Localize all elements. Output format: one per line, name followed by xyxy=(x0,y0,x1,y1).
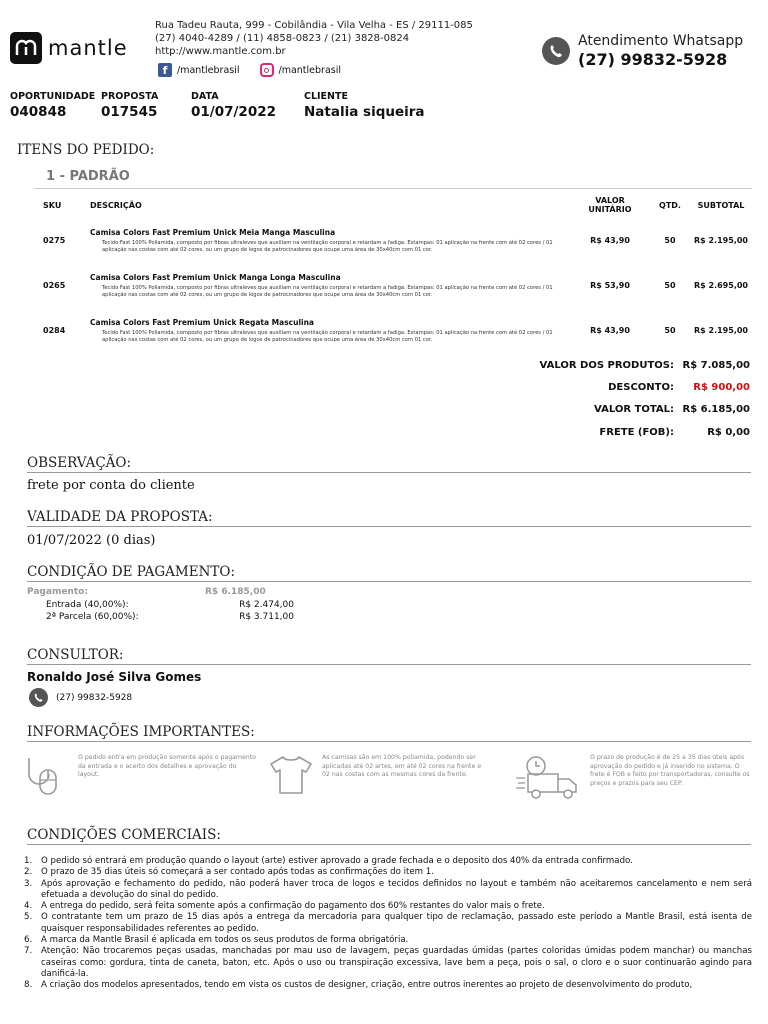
desconto-row xyxy=(474,382,750,393)
observacao-divider xyxy=(27,472,751,473)
mantle-logo-text: mantle xyxy=(48,36,128,60)
condicao-text: Atenção: Não trocaremos peças usadas, manchadas por mau uso de lavagem, peças guardadas úmidas (partes coloridas úmidas podem manchar) ou manchas caseiras como: gordura, tinta de caneta, baton, etc. Após o uso ou transpiração excessiva, lave bem a peça, pois o sal, o cloro e o suor continuarão agindo para danificá-la. xyxy=(41,946,752,979)
info-shirt-material xyxy=(268,754,490,796)
validade-text: 01/07/2022 (0 dias) xyxy=(27,533,156,548)
validade-divider xyxy=(27,526,751,527)
consultor-divider xyxy=(27,664,751,665)
row-unit-price: R$ 53,90 xyxy=(590,281,630,290)
row-sku: 0275 xyxy=(43,236,66,245)
list-item: 6. A marca da Mantle Brasil é aplicada em todos os seus produtos de forma obrigatória. xyxy=(24,935,752,946)
tshirt-icon xyxy=(268,754,314,796)
proposta-field xyxy=(101,91,158,120)
itens-title: ITENS DO PEDIDO: xyxy=(17,142,155,158)
importantes-divider xyxy=(27,741,751,742)
row-unit-price: R$ 43,90 xyxy=(590,236,630,245)
row-sku: 0284 xyxy=(43,326,66,335)
condicao-text: O prazo de 35 dias úteis só começará a ser contado após todas as confirmações do item 1. xyxy=(41,867,434,878)
data-field xyxy=(191,91,276,120)
list-item: 5. O contratante tem um prazo de 15 dias após a entrega da mercadoria para qualquer tipo de reclamação, passado este período a Mantle Brasil, está isenta de quaisquer responsabilidades referentes ao pedido. xyxy=(24,912,752,934)
total-produtos-value: R$ 7.085,00 xyxy=(682,360,750,371)
facebook-link[interactable]: /mantlebrasil xyxy=(177,64,240,76)
product-description: Tecido Fast 100% Poliamida, composto por fibras ultraleves que auxiliam na ventilação corporal e retardam a fadiga. Estampas: 01 aplicação na frente com até 02 cores / 01 aplicação nas costas com até 02 cores, ou um grupo de logos de patrocinadores que ocupe uma área de 30x40cm com 01 cor. xyxy=(102,239,553,253)
product-description: Tecido Fast 100% Poliamida, composto por fibras ultraleves que auxiliam na ventilação corporal e retardam a fadiga. Estampas: 01 aplicação na frente com até 02 cores / 01 aplicação nas costas com até 02 cores, ou um grupo de logos de patrocinadores que ocupe uma área de 30x40cm com 01 cor. xyxy=(102,284,553,298)
items-table xyxy=(34,192,752,353)
header-qtd: QTD. xyxy=(659,200,681,210)
frete-label: FRETE (FOB): xyxy=(599,427,674,438)
company-website[interactable]: http://www.mantle.com.br xyxy=(155,46,286,57)
desconto-label: DESCONTO: xyxy=(608,382,674,393)
oportunidade-label: OPORTUNIDADE xyxy=(10,91,96,102)
entrada-label: Entrada (40,00%): xyxy=(46,600,129,610)
row-sku: 0265 xyxy=(43,281,66,290)
observacao-title: OBSERVAÇÃO: xyxy=(27,455,132,471)
table-row xyxy=(34,308,752,353)
delivery-truck-icon xyxy=(514,754,582,800)
header-valor-unitario-line1: VALOR xyxy=(595,196,625,205)
consultor-phone: (27) 99832-5928 xyxy=(56,692,133,703)
social-links xyxy=(158,63,341,77)
info-production-start-text: O pedido entra em produção somente após o pagamento da entrada e o acerto dos detalhes e aprovação do layout. xyxy=(78,754,256,778)
valor-total-label: VALOR TOTAL: xyxy=(594,404,674,415)
product-name: Camisa Colors Fast Premium Unick Manga Longa Masculina xyxy=(90,272,341,282)
whatsapp-number: (27) 99832-5928 xyxy=(578,50,728,69)
row-qty: 50 xyxy=(664,281,676,290)
cliente-field xyxy=(304,91,425,120)
pagamento-entrada-row xyxy=(46,600,294,610)
header-valor-unitario-line2: UNITÁRIO xyxy=(588,205,632,214)
list-item: 1. O pedido só entrará em produção quando o layout (arte) estiver aprovado a grade fechada e o deposito dos 40% da entrada confirmado. xyxy=(24,856,752,867)
observacao-text: frete por conta do cliente xyxy=(27,478,195,493)
oportunidade-value: 040848 xyxy=(10,104,67,120)
importantes-title: INFORMAÇÕES IMPORTANTES: xyxy=(27,724,255,740)
proposta-value: 017545 xyxy=(101,104,158,120)
header-sku: SKU xyxy=(43,200,62,210)
product-description: Tecido Fast 100% Poliamida, composto por fibras ultraleves que auxiliam na ventilação corporal e retardam a fadiga. Estampas: 01 aplicação na frente com até 02 cores / 01 aplicação nas costas com até 02 cores, ou um grupo de logos de patrocinadores que ocupe uma área de 30x40cm com 01 cor. xyxy=(102,329,553,343)
pagamento-divider xyxy=(27,581,751,582)
condicao-text: A criação dos modelos apresentados, tendo em vista os custos de designer, criação, entre outros inerentes ao projeto de desenvolvimento do produto, xyxy=(41,980,693,991)
condicao-text: Após aprovação e fechamento do pedido, não poderá haver troca de logos e tecidos definidos no layout e também não aceitaremos cancelamento e nem será efetuada a devolução do sinal do pedido. xyxy=(41,878,752,900)
row-subtotal: R$ 2.695,00 xyxy=(694,281,748,290)
consultor-phone-row xyxy=(29,688,132,707)
row-subtotal: R$ 2.195,00 xyxy=(694,326,748,335)
header-descricao: DESCRIÇÃO xyxy=(90,200,142,210)
whatsapp-icon xyxy=(29,688,48,707)
facebook-icon: f xyxy=(158,63,172,77)
row-unit-price: R$ 43,90 xyxy=(590,326,630,335)
list-item: 8. A criação dos modelos apresentados, tendo em vista os custos de designer, criação, entre outros inerentes ao projeto de desenvolvimento do produto, xyxy=(24,980,752,991)
row-descricao xyxy=(80,308,570,353)
condicoes-title: CONDIÇÕES COMERCIAIS: xyxy=(27,827,221,843)
condicao-text: A entrega do pedido, será feita somente após a confirmação do pagamento dos 60% restantes do valor mais o frete. xyxy=(41,901,545,912)
mantle-logo xyxy=(10,28,135,68)
consultor-title: CONSULTOR: xyxy=(27,647,124,663)
condicoes-list xyxy=(24,856,752,992)
data-label: DATA xyxy=(191,91,219,102)
mouse-click-icon xyxy=(26,754,70,798)
condicoes-divider xyxy=(27,844,751,845)
table-row xyxy=(34,263,752,308)
parcela-label: 2ª Parcela (60,00%): xyxy=(46,612,139,622)
validade-title: VALIDADE DA PROPOSTA: xyxy=(27,509,213,525)
row-qty: 50 xyxy=(664,326,676,335)
info-shirt-material-text: As camisas são em 100% poliamida, podendo ser aplicadas até 02 artes, em até 02 cores na frente e 02 nas costas com as mesmas cores da frente. xyxy=(322,754,482,778)
list-item: 2. O prazo de 35 dias úteis só começará a ser contado após todas as confirmações do item 1. xyxy=(24,867,752,878)
frete-row xyxy=(474,427,750,438)
info-delivery-time-text: O prazo de produção é de 25 a 35 dias úteis após aprovação do pedido e já inserido no sistema. O frete é FOB e feito por transportadoras, consulte os preços e prazos para seu CEP. xyxy=(590,754,750,787)
oportunidade-field xyxy=(10,91,95,120)
total-produtos-row xyxy=(474,360,750,371)
info-delivery-time xyxy=(514,754,752,800)
company-address: Rua Tadeu Rauta, 999 - Cobilândia - Vila Velha - ES / 29111-085 xyxy=(155,20,473,31)
data-value: 01/07/2022 xyxy=(191,104,277,120)
product-name: Camisa Colors Fast Premium Unick Regata Masculina xyxy=(90,317,314,327)
instagram-link[interactable]: /mantlebrasil xyxy=(278,64,341,76)
info-production-start xyxy=(26,754,256,798)
header-subtotal: SUBTOTAL xyxy=(697,200,745,210)
whatsapp-contact xyxy=(542,33,743,69)
mantle-logo-mark-icon xyxy=(10,32,42,64)
frete-value: R$ 0,00 xyxy=(707,427,750,438)
item-group-title: 1 - PADRÃO xyxy=(46,169,130,184)
condicao-text: O pedido só entrará em produção quando o layout (arte) estiver aprovado a grade fechada e o deposito dos 40% da entrada confirmado. xyxy=(41,856,633,866)
item-group-divider xyxy=(34,188,752,189)
cliente-value: Natalia siqueira xyxy=(304,104,425,120)
condicao-text: A marca da Mantle Brasil é aplicada em todos os seus produtos de forma obrigatória. xyxy=(41,935,409,946)
pagamento-title: CONDIÇÃO DE PAGAMENTO: xyxy=(27,564,236,580)
row-subtotal: R$ 2.195,00 xyxy=(694,236,748,245)
product-name: Camisa Colors Fast Premium Unick Meia Manga Masculina xyxy=(90,227,336,237)
items-header-row xyxy=(34,192,752,218)
pagamento-total-row xyxy=(27,587,266,597)
instagram-icon xyxy=(260,63,274,77)
cliente-label: CLIENTE xyxy=(304,91,348,102)
pagamento-value: R$ 6.185,00 xyxy=(205,587,266,597)
total-produtos-label: VALOR DOS PRODUTOS: xyxy=(539,360,674,371)
row-descricao xyxy=(80,263,570,308)
pagamento-label: Pagamento: xyxy=(27,587,88,597)
desconto-value: R$ 900,00 xyxy=(693,382,750,393)
pagamento-parcela-row xyxy=(46,612,294,622)
consultor-name: Ronaldo José Silva Gomes xyxy=(27,670,202,684)
list-item: 4. A entrega do pedido, será feita somente após a confirmação do pagamento dos 60% restantes do valor mais o frete. xyxy=(24,901,752,912)
proposta-label: PROPOSTA xyxy=(101,91,159,102)
valor-total-value: R$ 6.185,00 xyxy=(682,404,750,415)
company-phones: (27) 4040-4289 / (11) 4858-0823 / (21) 3828-0824 xyxy=(155,33,410,44)
list-item: 7. Atenção: Não trocaremos peças usadas, manchadas por mau uso de lavagem, peças guardadas úmidas (partes coloridas úmidas podem manchar) ou manchas caseiras como: gordura, tinta de caneta, baton, etc. Após o uso ou transpiração excessiva, lave bem a peça, pois o sal, o cloro e o suor continuarão agindo para danificá-la. xyxy=(24,946,752,979)
valor-total-row xyxy=(474,404,750,415)
entrada-value: R$ 2.474,00 xyxy=(239,600,294,610)
condicao-text: O contratante tem um prazo de 15 dias após a entrega da mercadoria para qualquer tipo de reclamação, passado este período a Mantle Brasil, está isenta de quaisquer responsabilidades referentes ao pedido. xyxy=(41,912,752,934)
table-row xyxy=(34,218,752,263)
header-valor-unitario xyxy=(570,192,650,218)
whatsapp-label: Atendimento Whatsapp xyxy=(578,33,744,49)
row-descricao xyxy=(80,218,570,263)
row-qty: 50 xyxy=(664,236,676,245)
company-address-block xyxy=(155,19,473,58)
whatsapp-icon xyxy=(542,37,570,65)
parcela-value: R$ 3.711,00 xyxy=(239,612,294,622)
list-item: 3. Após aprovação e fechamento do pedido, não poderá haver troca de logos e tecidos definidos no layout e também não aceitaremos cancelamento e nem será efetuada a devolução do sinal do pedido. xyxy=(24,878,752,900)
